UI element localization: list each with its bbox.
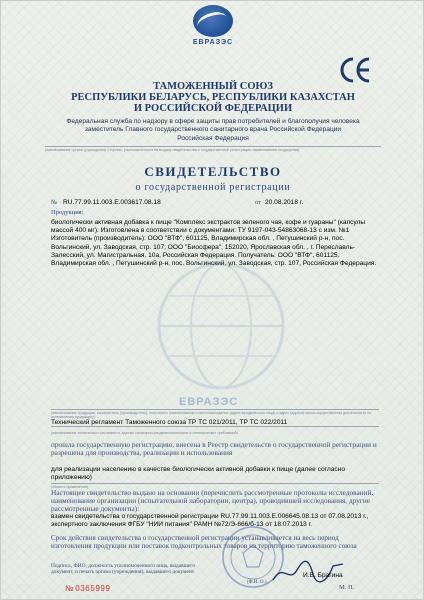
issuer-name: Федеральная служба по надзору в сфере защиты прав потребителей и благополучия человека заместитель Главного государственного санитарного врача Российской Федерации Российская Федерация <box>66 118 360 142</box>
basis-details: взамен свидетельства о государственной регистрации RU.77.99.11.003.E.006645.08.13 от 07.08.2013 г., экспертного заключения ФГБУ "НИИ питания" РАМН №72/Э-666/б-13 от 18.07.2013 г. <box>51 513 369 528</box>
regulation-caption: (наименование технического регламента, единых санитарно-эпидемиологических и гигиенических требований) <box>51 431 238 435</box>
signer-name: И.В. Брагина <box>303 572 343 579</box>
serial-digits: 0365999 <box>75 584 111 593</box>
stamp-label: М. П. <box>339 584 355 591</box>
regulation-text: Технический регламент Таможенного союза ТР ТС 021/2011, ТР ТС 022/2011 <box>51 419 379 427</box>
union-title: ТАМОЖЕННЫЙ СОЮЗ РЕСПУБЛИКИ БЕЛАРУСЬ, РЕСПУБЛИКИ КАЗАХСТАН И РОССИЙСКОЙ ФЕДЕРАЦИИ <box>71 81 355 114</box>
signature-caption: Подпись, ФИО, должность уполномоченного лица, выдавшего документ, и печать органа (учреждения), выдавшего документ <box>51 563 196 575</box>
number-label: № <box>51 199 58 206</box>
document-title: СВИДЕТЕЛЬСТВО <box>144 164 282 179</box>
product-label: Продукция: <box>51 209 84 216</box>
issuer-caption: (наименование органа (учреждения) Стороны, уполномоченного на выдачу свидетельства о государственной регистрации, наименование государства) <box>45 146 381 152</box>
basis-statement: Настоящее свидетельство выдано на основании (перечислить рассмотренные протоколы исследований, наименование организации (испытательной лаборатории, центра), проводившей исследования, другие рассмотренные документы): <box>51 488 374 514</box>
eurasec-emblem <box>177 5 249 51</box>
purpose-text: для реализации населению в качестве биологически активной добавки к пище (далее согласно приложению) <box>51 466 345 481</box>
product-description: биологически активная добавка к пище "Комплекс экстрактов зеленого чая, кофе и гуараны" (капсулы массой 400 мг). Изготовлена в соответствии с документами: ТУ 9197-043-54863068-13 с изм. №1 Изготовитель (производитель): ООО "ВТФ", 601125, Владимирская обл. , Петушинский р-н, пос. Вольгинский, ул. Заводская, стр. 107; ООО "Биосфера", 152020, Ярославская обл. , г. Переславль-Залесский, ул. Магистральная, 10а, Российская Федерация. Получатель: ООО "ВТФ", 601125, Владимирская обл. , Петушинский р-н, пос. Вольгинский, ул. Заводская, стр. 107, Российская Федерация. <box>51 219 377 268</box>
purpose-caption: (область применения) <box>51 483 379 489</box>
registration-number: RU.77.99.11.003.E.003617.08.18 <box>63 199 161 206</box>
watermark-globe-icon <box>151 256 291 396</box>
serial-number <box>65 584 111 593</box>
product-caption: (наименование продукции, изготовитель (производитель), получатель (наименование и местонахождение (адрес юридического лица) и адрес (адреса) места осуществления деятельности по изготовлению продукции)) <box>51 409 379 419</box>
initials-caption: (Ф.И. О.) <box>247 580 267 585</box>
watermark-text: ЕВРАЗЭС <box>179 396 239 408</box>
registration-statement: прошла государственную регистрацию, внесена в Реестр свидетельств о государственной регистрации и разрешена для производства, реализации и использования <box>51 440 377 458</box>
date-label: от <box>255 199 262 206</box>
validity-statement: Срок действия свидетельства о государственной регистрации устанавливается на весь период изготовления продукции или поставок подконтрольных товаров на территорию таможенного союза <box>51 534 357 551</box>
document-subtitle: о государственной регистрации <box>135 182 291 193</box>
registration-date: 20.08.2018 г. <box>265 199 304 206</box>
serial-prefix: № <box>65 584 75 593</box>
emblem-text: ЕВРАЗЭС <box>192 39 234 46</box>
